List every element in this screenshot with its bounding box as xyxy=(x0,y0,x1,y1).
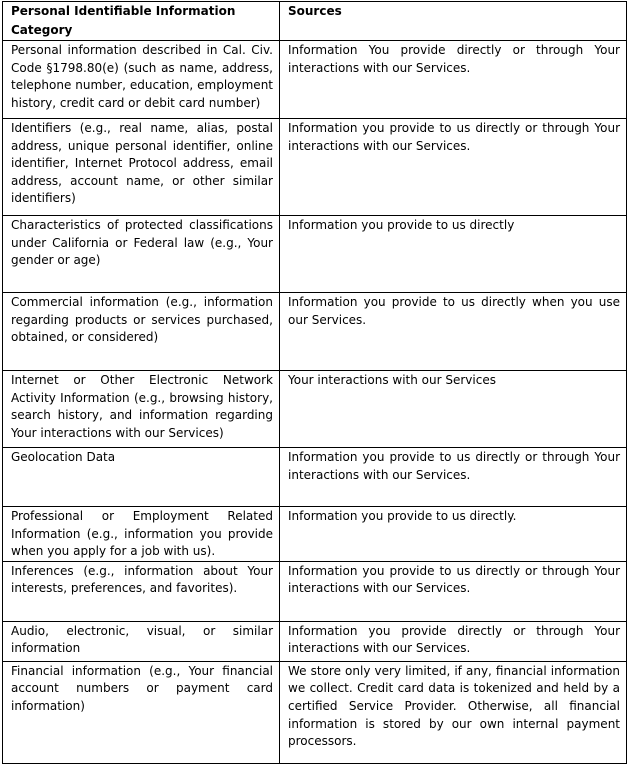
sources-cell: We store only very limited, if any, financial information we collect. Credit card data is tokenized and held by a certified Service Provider. Otherwise, all financial information is stored by our own internal payment processors. xyxy=(280,661,627,763)
table-row xyxy=(3,216,627,293)
sources-cell: Information you provide to us directly or through Your interactions with our Services. xyxy=(280,561,627,621)
table-row xyxy=(3,621,627,661)
table-row xyxy=(3,661,627,763)
category-cell: Personal information described in Cal. Civ. Code §1798.80(e) (such as name, address, telephone number, education, employment history, credit card or debit card number) xyxy=(3,41,280,119)
sources-cell: Information you provide to us directly xyxy=(280,216,627,293)
category-cell: Internet or Other Electronic Network Activity Information (e.g., browsing history, search history, and information regarding Your interactions with our Services) xyxy=(3,371,280,448)
sources-column-header: Sources xyxy=(280,2,627,41)
pii-sources-table xyxy=(2,1,627,764)
table-row xyxy=(3,561,627,621)
category-cell: Inferences (e.g., information about Your interests, preferences, and favorites). xyxy=(3,561,280,621)
sources-cell: Information you provide to us directly. xyxy=(280,507,627,562)
sources-cell: Your interactions with our Services xyxy=(280,371,627,448)
category-cell: Geolocation Data xyxy=(3,448,280,507)
table-row xyxy=(3,448,627,507)
category-cell: Professional or Employment Related Information (e.g., information you provide when you apply for a job with us). xyxy=(3,507,280,562)
table-row xyxy=(3,293,627,371)
sources-cell: Information You provide directly or through Your interactions with our Services. xyxy=(280,41,627,119)
sources-cell: Information you provide to us directly or through Your interactions with our Services. xyxy=(280,119,627,216)
table-row xyxy=(3,41,627,119)
sources-cell: Information you provide directly or through Your interactions with our Services. xyxy=(280,621,627,661)
sources-cell: Information you provide to us directly when you use our Services. xyxy=(280,293,627,371)
sources-cell: Information you provide to us directly or through Your interactions with our Services. xyxy=(280,448,627,507)
category-cell: Commercial information (e.g., information regarding products or services purchased, obtained, or considered) xyxy=(3,293,280,371)
table-row xyxy=(3,371,627,448)
table-row xyxy=(3,119,627,216)
category-cell: Identifiers (e.g., real name, alias, postal address, unique personal identifier, online identifier, Internet Protocol address, email address, account name, or other similar identifiers) xyxy=(3,119,280,216)
category-column-header: Personal Identifiable Information Category xyxy=(3,2,280,41)
table-row xyxy=(3,507,627,562)
category-cell: Characteristics of protected classifications under California or Federal law (e.g., Your gender or age) xyxy=(3,216,280,293)
category-cell: Financial information (e.g., Your financial account numbers or payment card information) xyxy=(3,661,280,763)
category-cell: Audio, electronic, visual, or similar information xyxy=(3,621,280,661)
table-header-row xyxy=(3,2,627,41)
